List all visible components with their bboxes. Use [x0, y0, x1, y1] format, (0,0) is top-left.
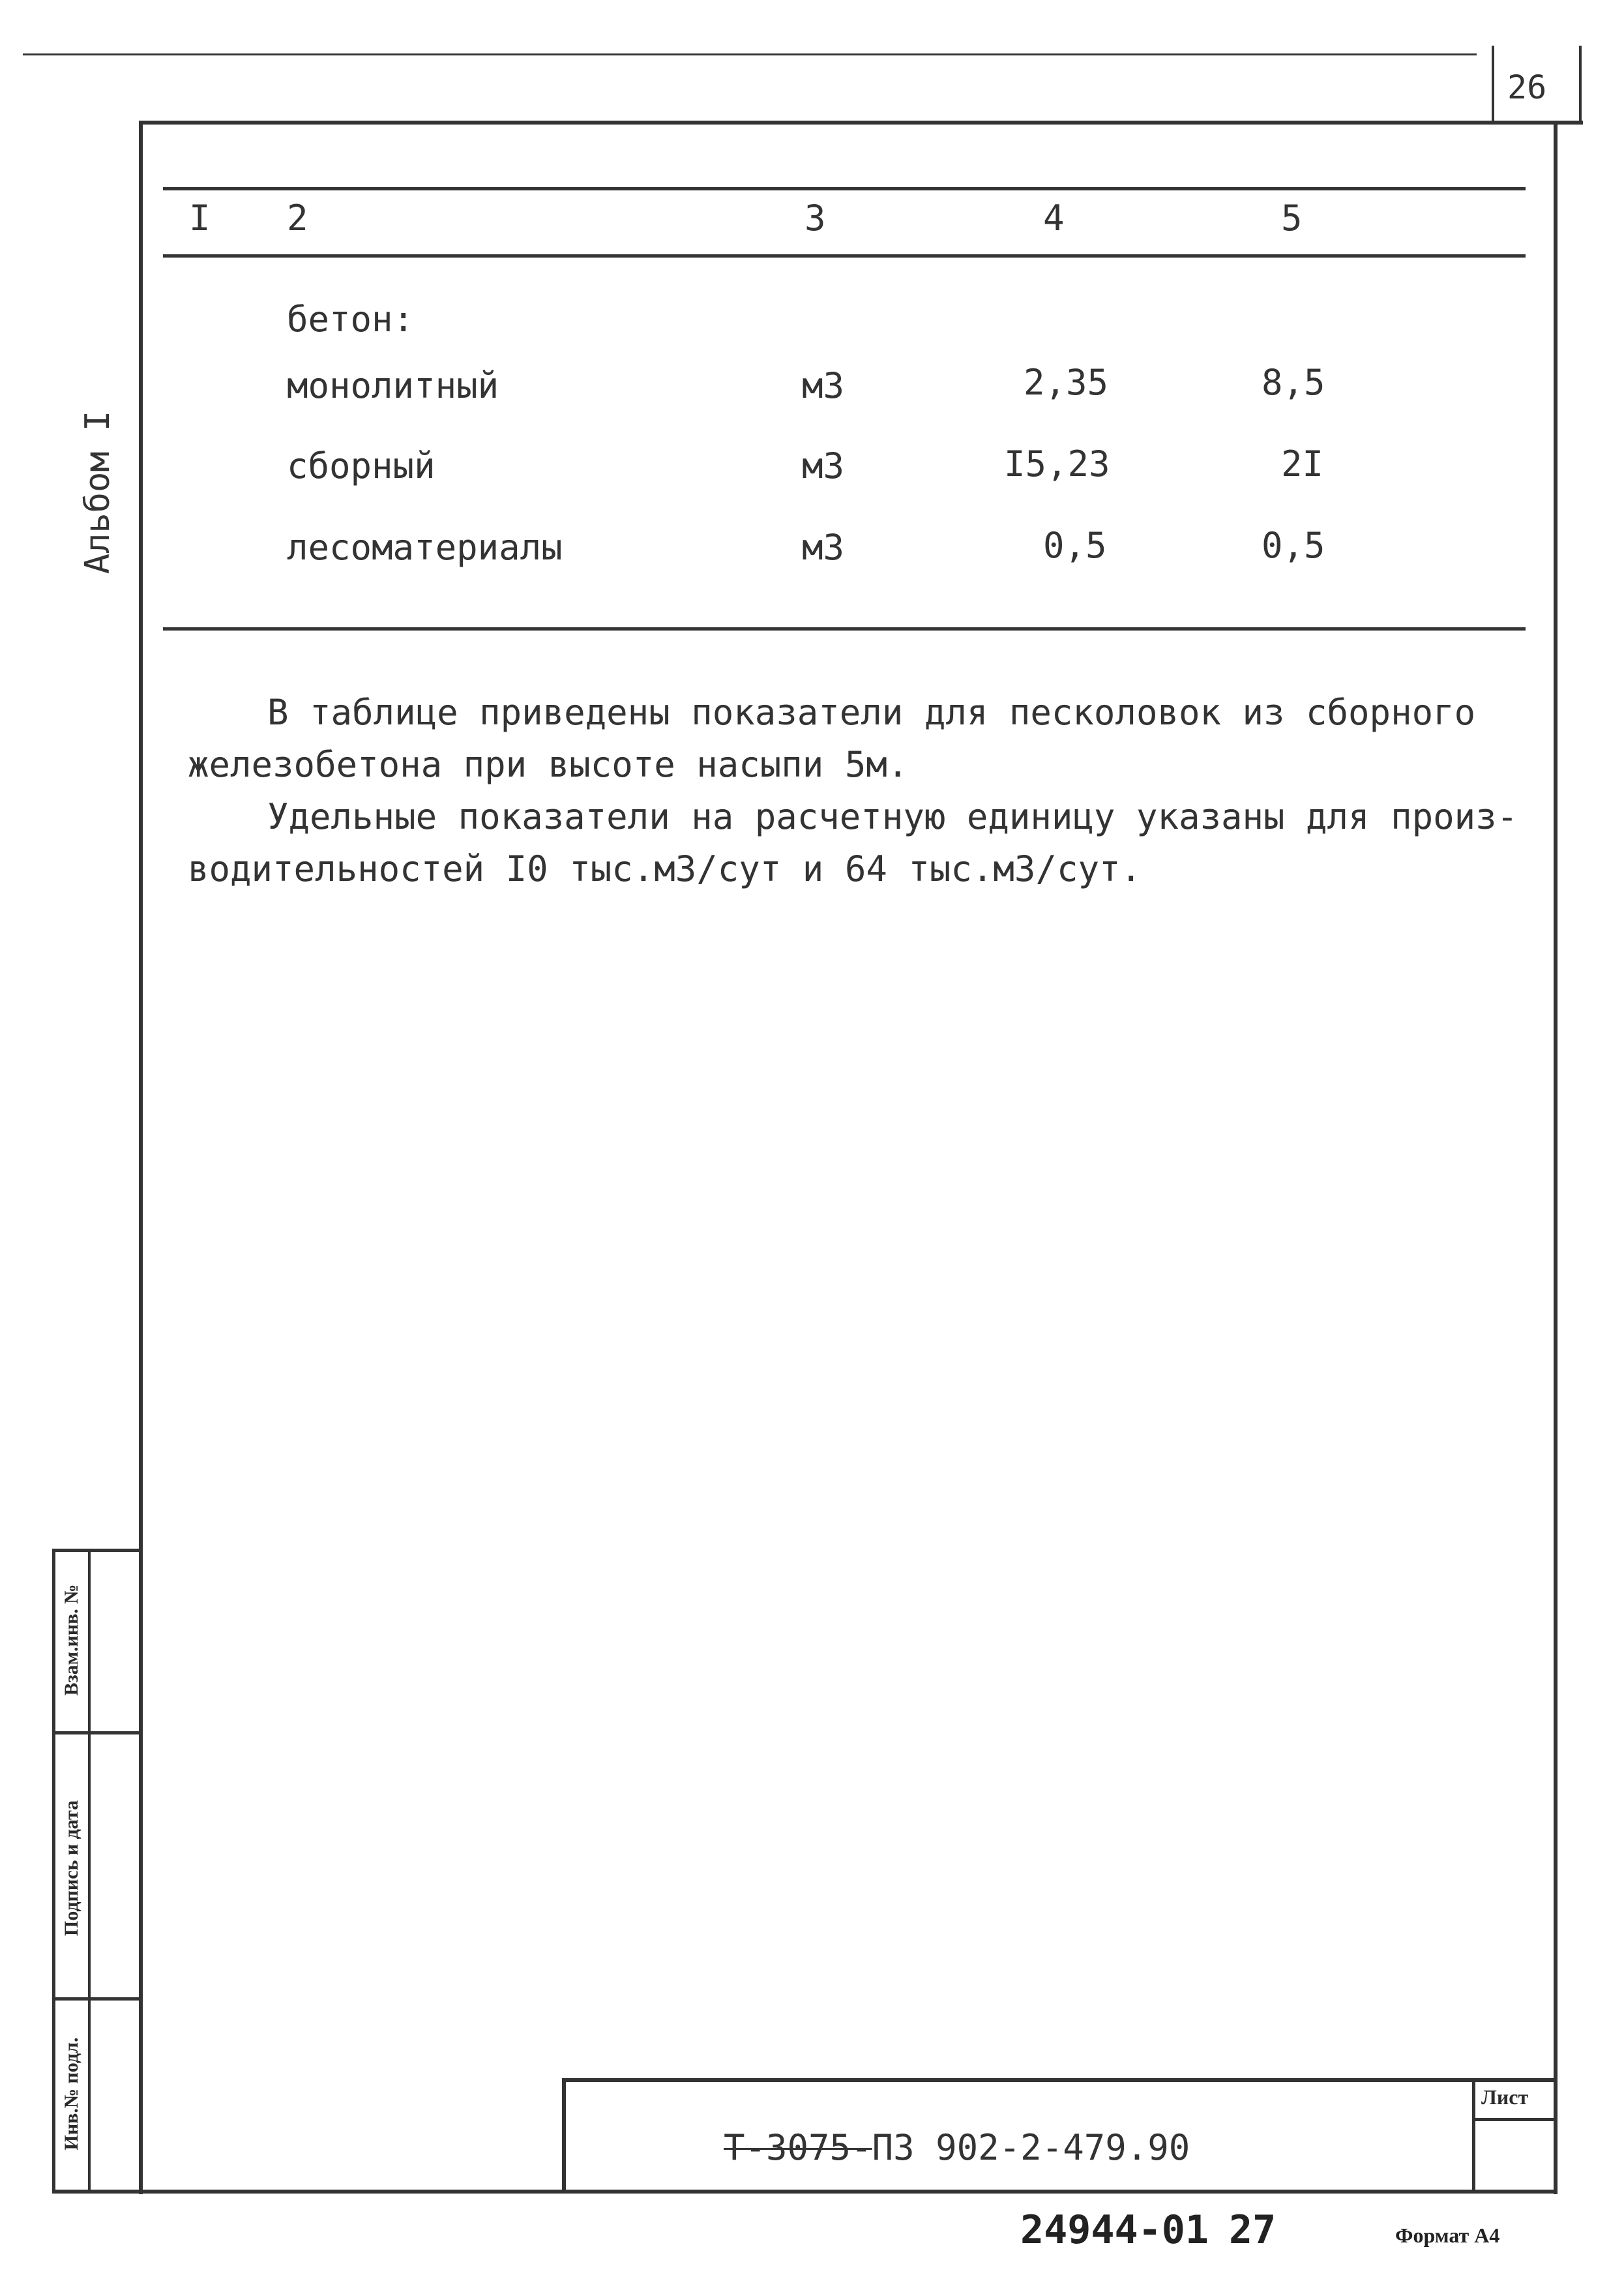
side-stamp-sep-1	[52, 1731, 142, 1734]
title-block-sheet-divider	[1472, 2078, 1475, 2194]
page-number-box-right	[1579, 46, 1582, 124]
row-1-col5: 8,5	[1262, 362, 1325, 403]
title-block-struck-code: Т-3075-	[724, 2127, 872, 2168]
side-stamp-vzam-inv: Взам.инв. №	[61, 1584, 82, 1696]
side-stamp-divider	[88, 1549, 91, 2191]
row-3-unit: м3	[802, 527, 845, 568]
table-rule-bottom	[163, 627, 1526, 631]
side-stamp-inv-podl: Инв.№ подл.	[61, 2037, 82, 2151]
frame-right	[1554, 121, 1558, 2194]
row-2-unit: м3	[802, 445, 845, 486]
top-rule	[23, 53, 1477, 55]
row-3-col5: 0,5	[1262, 525, 1325, 566]
table-rule-top	[163, 187, 1526, 190]
album-label: Альбом I	[78, 410, 117, 574]
table-group-heading: бетон:	[287, 299, 415, 340]
row-2-col5: 2I	[1281, 443, 1324, 484]
table-header-2: 2	[287, 198, 308, 239]
page-number-box-left	[1492, 46, 1494, 124]
table-header-4: 4	[1043, 198, 1065, 239]
frame-left	[139, 121, 143, 2194]
table-header-1: I	[189, 198, 211, 239]
title-block-sheet-label: Лист	[1481, 2085, 1529, 2109]
title-block-doc-code: 902-2-479.90	[936, 2127, 1190, 2168]
row-2-col4: I5,23	[1004, 443, 1110, 484]
title-block-doc-suffix: ПЗ	[872, 2127, 915, 2168]
row-2-name: сборный	[287, 445, 436, 486]
note-paragraph-1-line-2: железобетона при высоте насыпи 5м.	[188, 744, 909, 785]
note-paragraph-1-line-1: В таблице приведены показатели для песколовок из сборного	[267, 692, 1476, 733]
row-3-col4: 0,5	[1043, 525, 1107, 566]
title-block-doc	[724, 2127, 1190, 2168]
row-3-name: лесоматериалы	[287, 527, 563, 568]
table-header-3: 3	[805, 198, 826, 239]
format-label: Формат А4	[1395, 2224, 1500, 2247]
title-block-sheet-sep	[1472, 2118, 1558, 2121]
table-rule-header	[163, 254, 1526, 258]
title-block-left	[562, 2078, 566, 2194]
side-stamp-podpis-data: Подпись и дата	[61, 1800, 82, 1937]
row-1-name: монолитный	[287, 365, 499, 406]
frame-bottom	[52, 2190, 1558, 2194]
frame-top	[139, 121, 1583, 125]
note-paragraph-2-line-2: водительностей I0 тыс.м3/сут и 64 тыс.м3/сут.	[188, 848, 1142, 889]
archive-number: 24944-01	[1020, 2207, 1209, 2253]
archive-sheet-number: 27	[1229, 2207, 1277, 2253]
row-1-unit: м3	[802, 365, 845, 406]
side-stamp-sep-2	[52, 1997, 142, 2001]
table-header-5: 5	[1281, 198, 1303, 239]
note-paragraph-2-line-1: Удельные показатели на расчетную единицу указаны для произ-	[267, 796, 1518, 837]
row-1-col4: 2,35	[1024, 362, 1109, 403]
page-number: 26	[1507, 68, 1547, 106]
title-block-top	[562, 2078, 1558, 2082]
